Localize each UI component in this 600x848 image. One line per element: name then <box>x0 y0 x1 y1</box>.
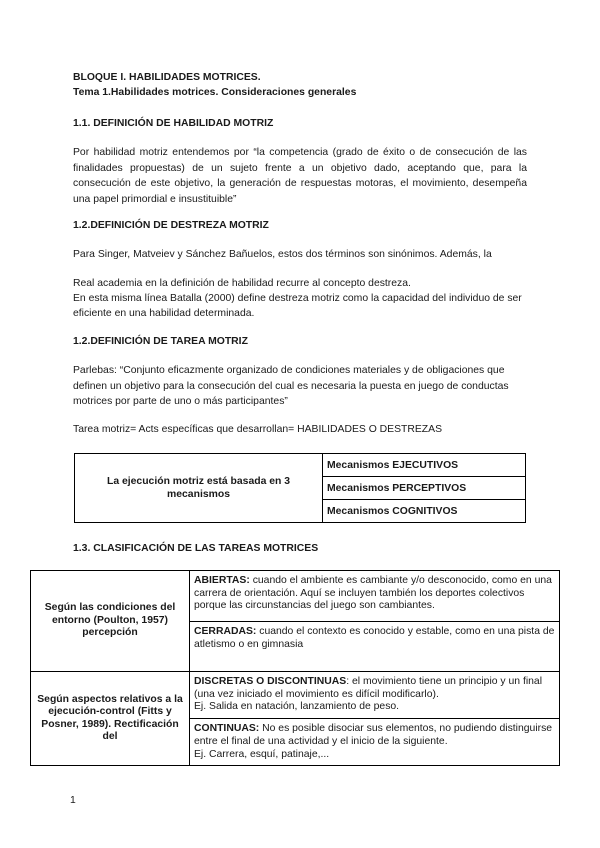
mechanism-executive: Mecanismos EJECUTIVOS <box>323 454 526 477</box>
classification-cell <box>190 719 560 766</box>
classification-cell <box>190 571 560 622</box>
section-2-line-3: En esta misma línea Batalla (2000) define destreza motriz como la capacidad del individuo de ser eficiente en una habilidad determinada. <box>73 293 522 319</box>
classification-category: Según las condiciones del entorno (Poulton, 1957) percepción <box>31 571 190 672</box>
classification-term: CERRADAS: <box>194 626 257 638</box>
classification-cell <box>190 622 560 672</box>
mechanisms-label: La ejecución motriz está basada en 3 mecanismos <box>75 454 323 523</box>
section-2-heading: 1.2.DEFINICIÓN DE DESTREZA MOTRIZ <box>73 220 269 231</box>
classification-category: Según aspectos relativos a la ejecución-control (Fitts y Posner, 1989). Rectificación del <box>31 672 190 766</box>
classification-example: Ej. Salida en natación, lanzamiento de peso. <box>194 701 400 713</box>
section-3-heading: 1.2.DEFINICIÓN DE TAREA MOTRIZ <box>73 336 248 347</box>
section-3-formula: Tarea motriz= Acts específicas que desarrollan= HABILIDADES O DESTREZAS <box>73 424 443 435</box>
section-2-line-1: Para Singer, Matveiev y Sánchez Bañuelos, estos dos términos son sinónimos. Además, la <box>73 249 492 260</box>
classification-cell <box>190 672 560 719</box>
topic-title: Tema 1.Habilidades motrices. Consideraciones generales <box>73 87 357 98</box>
mechanisms-table <box>74 453 526 523</box>
classification-text: No es posible disociar sus elementos, no pudiendo distinguirse entre el final de una actividad y el inicio de la siguiente. <box>194 723 553 747</box>
section-1-paragraph: Por habilidad motriz entendemos por “la competencia (grado de éxito o de consecución de las finalidades propuestas) de un sujeto frente a un objetivo dado, aceptando que, para la consecución de este objetivo, la generación de respuestas motoras, el movimiento, desempeña una papel primordial e insustituible” <box>73 147 527 205</box>
mechanism-perceptive: Mecanismos PERCEPTIVOS <box>323 477 526 500</box>
classification-table <box>30 570 560 766</box>
classification-example: Ej. Carrera, esquí, patinaje,... <box>194 748 330 760</box>
block-title: BLOQUE I. HABILIDADES MOTRICES. <box>73 72 261 83</box>
classification-term: CONTINUAS: <box>194 723 260 735</box>
mechanism-cognitive: Mecanismos COGNITIVOS <box>323 500 526 523</box>
section-4-heading: 1.3. CLASIFICACIÓN DE LAS TAREAS MOTRICES <box>73 543 319 554</box>
classification-text: cuando el ambiente es cambiante y/o desconocido, como en una carrera de orientación. Aquí se incluyen también los deportes colectivos porque las circunstancias del juego son cambiantes. <box>194 575 552 612</box>
classification-text: : el movimiento tiene un principio y un final (una vez iniciado el movimiento es difícil modificarlo). <box>194 676 543 700</box>
classification-term: DISCRETAS O DISCONTINUAS <box>194 676 347 687</box>
section-3-paragraph: Parlebas: “Conjunto eficazmente organizado de condiciones materiales y de obligaciones que definen un objetivo para la consecución del cual es necesaria la puesta en juego de conductas motrices por parte de uno o más participantes” <box>73 365 509 407</box>
page-number: 1 <box>70 795 76 806</box>
section-1-heading: 1.1. DEFINICIÓN DE HABILIDAD MOTRIZ <box>73 118 274 129</box>
classification-text: cuando el contexto es conocido y estable, como en una pista de atletismo o en gimnasia <box>194 626 555 650</box>
classification-term: ABIERTAS: <box>194 575 250 586</box>
section-2-line-2: Real academia en la definición de habilidad recurre al concepto destreza. <box>73 278 411 289</box>
